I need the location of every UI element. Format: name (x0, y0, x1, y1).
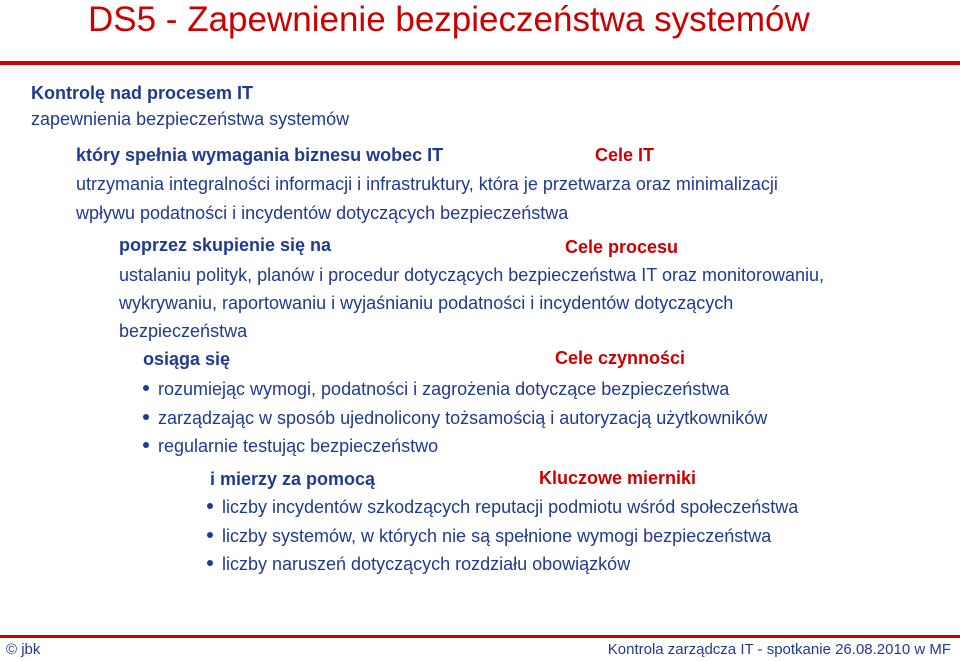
list-item (143, 407, 767, 429)
footer-left: © jbk (6, 641, 41, 658)
level3-line: bezpieczeństwa (119, 321, 248, 341)
footer-right: Kontrola zarządcza IT - spotkanie 26.08.2010 w MF (607, 641, 951, 658)
bullet-text: liczby naruszeń dotyczących rozdziału obowiązków (222, 554, 631, 574)
level4-heading: osiąga się (143, 349, 231, 369)
bullet-icon (207, 560, 213, 566)
level5-tag: Kluczowe mierniki (539, 468, 697, 488)
footer-divider (0, 635, 960, 638)
bullet-icon (143, 442, 149, 448)
level2-line: utrzymania integralności informacji i infrastruktury, która je przetwarza oraz minimalizacji (76, 174, 778, 194)
list-item (143, 378, 729, 400)
title-divider (0, 61, 960, 65)
bullet-icon (143, 414, 149, 420)
list-item (207, 525, 771, 547)
level3-heading: poprzez skupienie się na (119, 235, 332, 255)
bullet-text: liczby incydentów szkodzących reputacji podmiotu wśród społeczeństwa (222, 497, 799, 517)
bullet-icon (207, 503, 213, 509)
level2-heading: który spełnia wymagania biznesu wobec IT (76, 145, 444, 165)
level3-tag: Cele procesu (565, 237, 679, 257)
bullet-text: rozumiejąc wymogi, podatności i zagrożenia dotyczące bezpieczeństwa (158, 379, 730, 399)
list-item (207, 553, 630, 575)
bullet-text: zarządzając w sposób ujednolicony tożsamością i autoryzacją użytkowników (158, 408, 768, 428)
bullet-icon (143, 385, 149, 391)
bullet-text: liczby systemów, w których nie są spełnione wymogi bezpieczeństwa (222, 526, 772, 546)
bullet-text: regularnie testując bezpieczeństwo (158, 436, 439, 456)
level1-text: zapewnienia bezpieczeństwa systemów (31, 109, 350, 129)
bullet-icon (207, 532, 213, 538)
list-item (143, 435, 438, 457)
level4-tag: Cele czynności (555, 348, 686, 368)
level2-line: wpływu podatności i incydentów dotyczących bezpieczeństwa (76, 203, 569, 223)
level3-line: wykrywaniu, raportowaniu i wyjaśnianiu podatności i incydentów dotyczących (119, 293, 734, 313)
level5-heading: i mierzy za pomocą (210, 469, 376, 489)
list-item (207, 496, 798, 518)
level2-tag: Cele IT (595, 145, 655, 165)
level3-line: ustalaniu polityk, planów i procedur dotyczących bezpieczeństwa IT oraz monitorowaniu, (119, 265, 825, 285)
level1-heading: Kontrolę nad procesem IT (31, 83, 254, 103)
page-title: DS5 - Zapewnienie bezpieczeństwa systemów (88, 0, 810, 39)
